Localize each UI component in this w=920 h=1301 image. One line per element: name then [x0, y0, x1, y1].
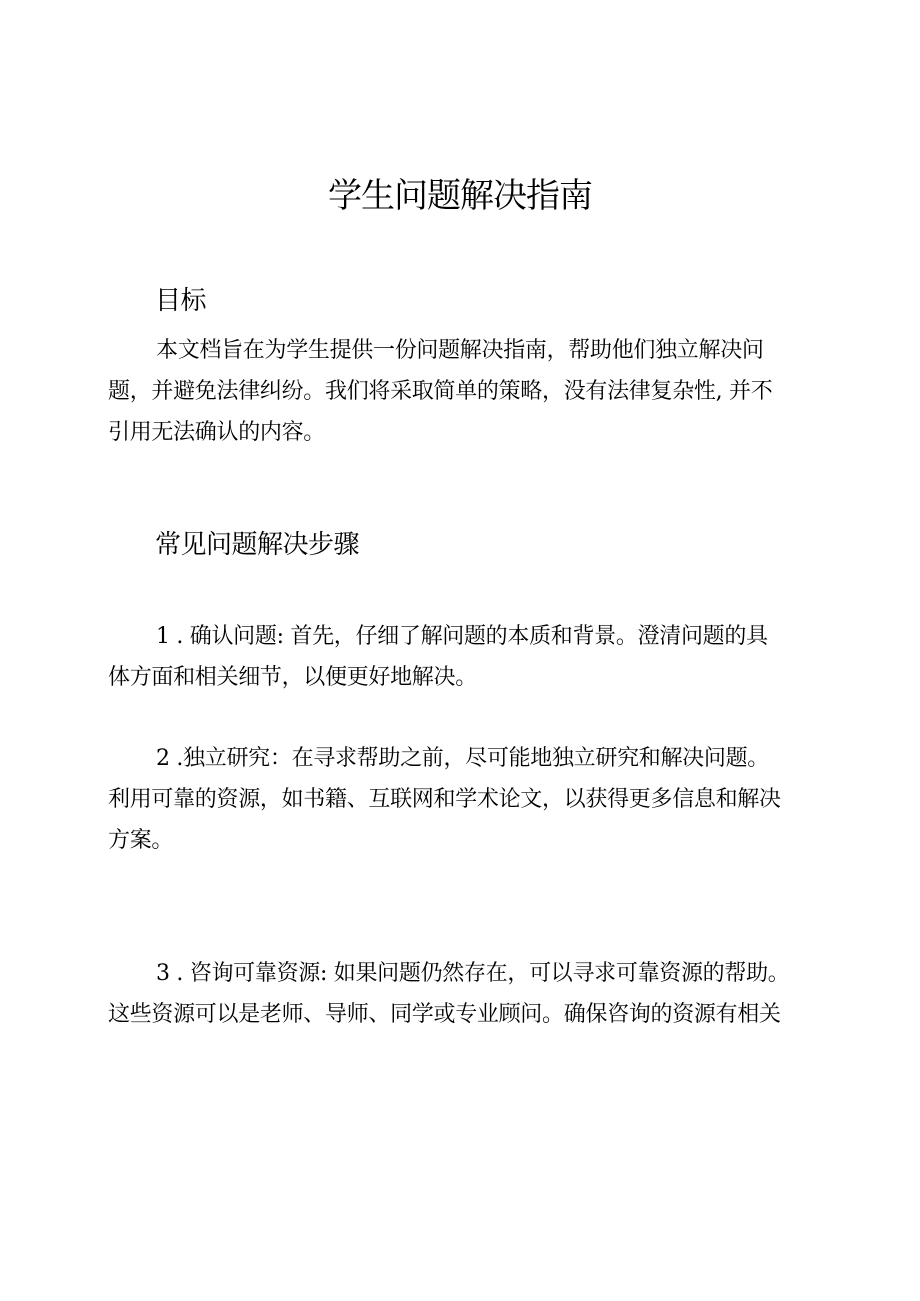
step-line: 2 .独立研究：在寻求帮助之前，尽可能地独立研究和解决问题。 — [156, 746, 769, 771]
step-3-paragraph — [108, 953, 838, 1035]
goal-line: 引用无法确认的内容。 — [108, 420, 326, 445]
goal-paragraph — [108, 330, 838, 453]
step-line: 这些资源可以是老师、导师、同学或专业顾问。确保咨询的资源有相关 — [108, 1002, 781, 1027]
step-line: 体方面和相关细节，以便更好地解决。 — [108, 665, 477, 690]
section-heading-steps: 常见问题解决步骤 — [155, 530, 360, 560]
step-line: 方案。 — [108, 828, 174, 853]
document-title: 学生问题解决指南 — [328, 176, 592, 216]
step-1-paragraph — [108, 616, 838, 698]
goal-line: 本文档旨在为学生提供一份问题解决指南，帮助他们独立解决问 — [156, 338, 764, 363]
step-2-paragraph — [108, 738, 838, 861]
step-line: 1 . 确认问题: 首先，仔细了解问题的本质和背景。澄清问题的具 — [156, 624, 768, 649]
step-line: 3 . 咨询可靠资源: 如果问题仍然存在，可以寻求可靠资源的帮助。 — [156, 961, 790, 986]
step-line: 利用可靠的资源，如书籍、互联网和学术论文，以获得更多信息和解决 — [108, 787, 781, 812]
goal-line: 题，并避免法律纠纷。我们将采取简单的策略，没有法律复杂性, 并不 — [108, 379, 773, 404]
section-heading-goal: 目标 — [155, 286, 207, 316]
